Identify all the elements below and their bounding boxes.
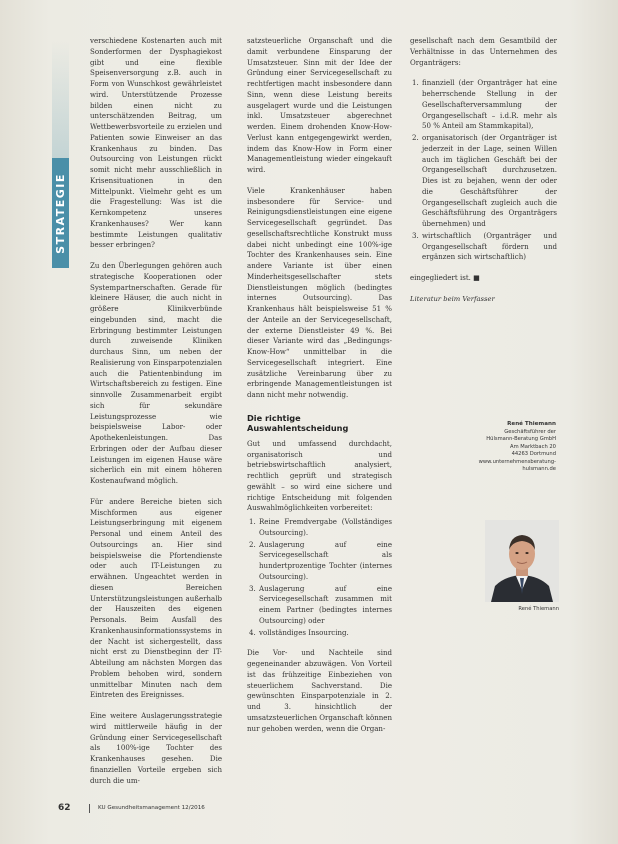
publication-name: KU Gesundheitsmanagement 12/2016 (98, 805, 205, 811)
conditions-list (410, 78, 557, 263)
paragraph: verschiedene Kostenarten auch mit Sonderformen der Dysphagiekost gibt und eine flexible Speisenversorgung z.B. auch in Form von Wunschkost gewährleistet wird. Unterstützende Prozesse bilden einen nicht zu unterschätzenden Beitrag, um Wettbewerbsvorteile zu erzielen und Patienten sowie Einweiser an das Krankenhaus zu binden. Das Outsourcing von Leistungen rückt somit nicht mehr ausschließlich in Krisensituationen in den Mittelpunkt. Vielmehr geht es um die Fragestellung: Was ist die Kernkompetenz unseres Krankenhauses? Wer kann bestimmte Leistungen qualitativ besser erbringen? (90, 36, 222, 250)
list-item: 4. vollständiges Insourcing. (258, 628, 392, 639)
article-column-3 (410, 36, 557, 315)
list-item: 3. Auslagerung auf eine Servicegesellschaft zusammen mit einem Partner (bedingtes internes Outsourcing) oder (258, 584, 392, 627)
article-column-2 (247, 36, 392, 744)
section-heading: Die richtige Auswahlentscheidung (247, 412, 349, 433)
author-line: Hülsmann-Beratung GmbH (486, 436, 556, 442)
paragraph: satzsteuerliche Organschaft und die damit verbundene Einsparung der Umsatzsteuer. Sinn mit der Idee der Gründung einer Servicegesellschaft zu rechtfertigen macht insbesondere dann Sinn, wenn diese Leistung bereits ausgelagert wurde und die Leistungen inkl. Umsatzsteuer abgerechnet werden. Einem drohenden Know-How-Verlust kann entgegengewirkt werden, indem das Know-How in Form einer Managementleistung wieder eingekauft wird. (247, 36, 392, 174)
paragraph: Viele Krankenhäuser haben insbesondere für Service- und Reinigungsdienstleistungen eine eigene Servicegesellschaft gegründet. Das gesellschaftsrechtliche Konstrukt muss dabei nicht unbedingt eine 100%-ige Tochter des Krankenhauses sein. Eine andere Variante ist über einen Minderheitsgesellschafter stets Dienstleistungen möglich (bedingtes internes Outsourcing). Das Krankenhaus hält beispielsweise 51 % der Anteile an der Servicegesellschaft, der externe Dienstleister 49 %. Bei dieser Variante wird das „Bedingungs-Know-How“ unmittelbar in die Servicegesellschaft integriert. Eine zusätzliche Vereinbarung über zu erbringende Managementleistungen ist dann nicht mehr notwendig. (247, 185, 392, 399)
section-band-fade (52, 40, 69, 158)
author-line: 44263 Dortmund (511, 451, 556, 457)
paragraph: eingegliedert ist. ■ (410, 273, 480, 282)
paragraph: Gut und umfassend durchdacht, organisatorisch und betriebswirtschaftlich analysiert, rechtlich geprüft und strategisch gewählt – so wird eine sichere und richtige Entscheidung mit folgenden Auswahlmöglichkeiten vorbereitet: (247, 438, 392, 513)
list-item: 2. Auslagerung auf eine Servicegesellschaft als hundertprozentige Tochter (internes Outsourcing). (258, 540, 392, 583)
article-column-1 (90, 36, 222, 796)
author-box (448, 421, 556, 474)
paragraph: gesellschaft nach dem Gesamtbild der Verhältnisse in das Unternehmen des Organträgers: (410, 36, 557, 67)
section-label-text: STRATEGIE (54, 172, 67, 254)
page-footer (58, 803, 558, 815)
portrait-image (485, 520, 559, 602)
author-line: Geschäftsführer der (504, 428, 556, 435)
author-website: www.unternehmensberatung-hulsmann.de (478, 458, 556, 472)
footer-divider (89, 804, 90, 813)
author-name: René Thiemann (507, 421, 556, 427)
options-list (247, 517, 392, 638)
paragraph: Für andere Bereiche bieten sich Mischformen aus eigener Leistungserbringung mit eigenem Personal und einem Anteil des Outsourcings an. Hier sind beispielsweise die Pfortendienste oder auch IT-Leistungen zu erwähnen. Ungeachtet werden in diesen Bereichen Unterstützungsleistungen außerhalb der Hauszeiten des eigenen Personals. Beim Ausfall des Krankenhausinformationssystems in der Nacht ist sichergestellt, dass nicht erst zu Dienstbeginn der IT-Abteilung am nächsten Morgen das Problem behoben wird, sondern unmittelbar Minuten nach dem Eintreten des Ereignisses. (90, 496, 222, 700)
list-item: 2. organisatorisch (der Organträger ist jederzeit in der Lage, seinen Willen auch im täglichen Geschäft bei der Organgesellschaft durchzusetzen. Dies ist zu bejahen, wenn der oder die Geschäftsführer der Organgesellschaft zugleich auch die Geschäftsführung des Organträgers übernehmen) und (421, 133, 557, 230)
literature-note: Literatur beim Verfasser (410, 294, 495, 303)
list-item: 3. wirtschaftlich (Organträger und Organgesellschaft fördern und ergänzen sich wirtschaftlich) (421, 231, 557, 263)
author-photo (485, 520, 559, 602)
section-label (52, 158, 69, 268)
list-item: 1. finanziell (der Organträger hat eine beherrschende Stellung in der Gesellschafterversammlung der Organgesellschaft – i.d.R. mehr als 50 % Anteil am Stammkapital), (421, 78, 557, 132)
author-line: Am Marktbach 20 (510, 443, 556, 450)
paragraph: Die Vor- und Nachteile sind gegeneinander abzuwägen. Von Vorteil ist das frühzeitige Einbeziehen von steuerlichem Sachverstand. Die gewünschten Einsparpotenziale in 2. und 3. hinsichtlich der umsatzsteuerlichen Organschaft können nur gehoben werden, wenn die Organ- (247, 648, 392, 733)
page-number: 62 (58, 803, 71, 813)
paragraph: Zu den Überlegungen gehören auch strategische Kooperationen oder Systempartnerschaften. Gerade für kleinere Häuser, die auch nicht in größere Klinikverbünde eingebunden sind, macht die Erbringung bestimmter Leistungen durch zuweisende Kliniken durchaus Sinn, um neben der Realisierung von Einsparpotenzialen auch die Patientenbindung im Wirtschaftsbereich zu festigen. Eine sinnvolle Zusammenarbeit ergibt sich für sekundäre Leistungsprozesse wie beispielsweise Labor- oder Apothekenleistungen. Das Erbringen oder der Aufbau dieser Leistungen im eigenen Hause wäre sicherlich ein mit einem höheren Kostenaufwand möglich. (90, 261, 222, 485)
paragraph: Eine weitere Auslagerungsstrategie wird mittlerweile häufig in der Gründung einer Servicegesellschaft als 100%-ige Tochter des Krankenhauses gesehen. Die finanziellen Vorteile ergeben sich durch die um- (90, 711, 222, 785)
list-item: 1. Reine Fremdvergabe (Vollständiges Outsourcing). (258, 517, 392, 539)
photo-caption: René Thiemann (518, 606, 559, 612)
